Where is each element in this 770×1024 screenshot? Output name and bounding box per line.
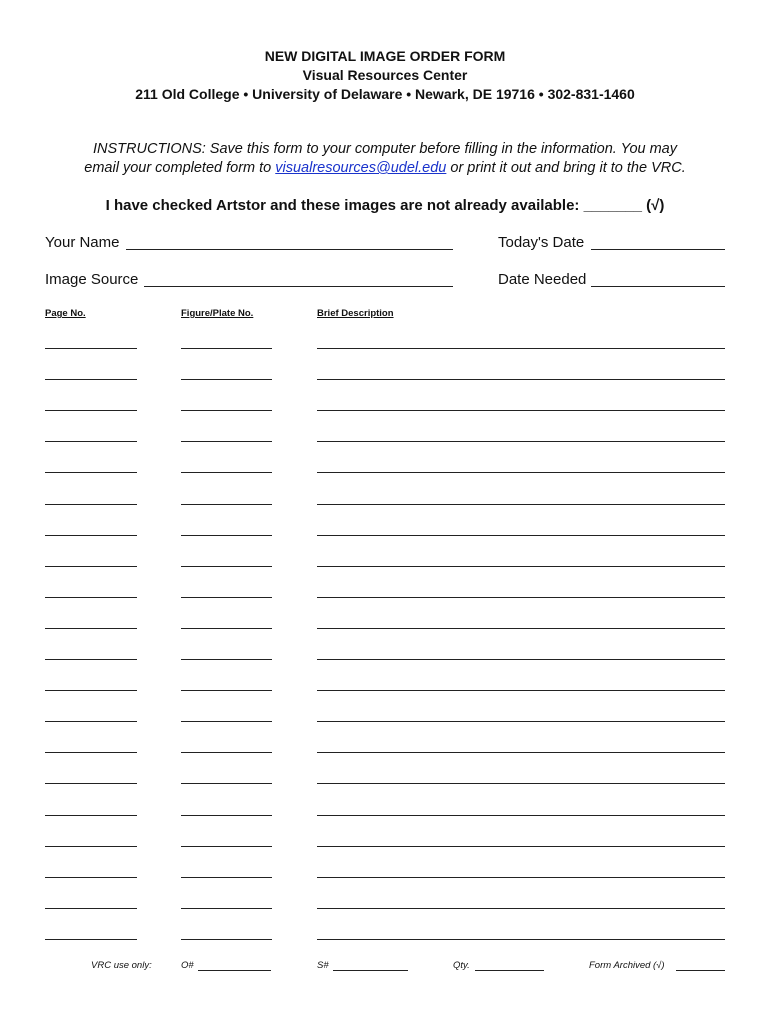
page-no-field[interactable] bbox=[45, 939, 137, 940]
page-no-field[interactable] bbox=[45, 908, 137, 909]
todays-date-field[interactable] bbox=[591, 249, 725, 250]
email-link[interactable]: visualresources@udel.edu bbox=[275, 160, 447, 176]
description-field[interactable] bbox=[317, 472, 725, 473]
figure-plate-field[interactable] bbox=[181, 410, 272, 411]
page-no-field[interactable] bbox=[45, 379, 137, 380]
description-field[interactable] bbox=[317, 597, 725, 598]
description-field[interactable] bbox=[317, 441, 725, 442]
figure-plate-field[interactable] bbox=[181, 877, 272, 878]
description-field[interactable] bbox=[317, 846, 725, 847]
description-field[interactable] bbox=[317, 628, 725, 629]
page-no-field[interactable] bbox=[45, 752, 137, 753]
figure-plate-field[interactable] bbox=[181, 566, 272, 567]
qty-field[interactable] bbox=[475, 970, 544, 971]
description-field[interactable] bbox=[317, 690, 725, 691]
form-archived-field[interactable] bbox=[676, 970, 725, 971]
image-source-field[interactable] bbox=[144, 286, 453, 287]
page-no-field[interactable] bbox=[45, 815, 137, 816]
figure-plate-field[interactable] bbox=[181, 783, 272, 784]
description-field[interactable] bbox=[317, 535, 725, 536]
artstor-check-statement: I have checked Artstor and these images are not already available: _______ (√) bbox=[105, 197, 665, 214]
page-no-field[interactable] bbox=[45, 348, 137, 349]
description-field[interactable] bbox=[317, 815, 725, 816]
description-field[interactable] bbox=[317, 783, 725, 784]
figure-plate-field[interactable] bbox=[181, 597, 272, 598]
description-field[interactable] bbox=[317, 877, 725, 878]
todays-date-label: Today's Date bbox=[498, 234, 585, 251]
figure-plate-header: Figure/Plate No. bbox=[181, 308, 254, 319]
page-no-field[interactable] bbox=[45, 721, 137, 722]
instructions-line1: INSTRUCTIONS: Save this form to your computer before filling in the information. You may bbox=[93, 141, 677, 157]
page-no-field[interactable] bbox=[45, 410, 137, 411]
s-number-field[interactable] bbox=[333, 970, 408, 971]
figure-plate-field[interactable] bbox=[181, 379, 272, 380]
figure-plate-field[interactable] bbox=[181, 659, 272, 660]
description-field[interactable] bbox=[317, 752, 725, 753]
page-no-field[interactable] bbox=[45, 504, 137, 505]
org-address: 211 Old College • University of Delaware • Newark, DE 19716 • 302-831-1460 bbox=[135, 86, 635, 102]
date-needed-label: Date Needed bbox=[498, 271, 587, 288]
page-no-field[interactable] bbox=[45, 472, 137, 473]
description-field[interactable] bbox=[317, 504, 725, 505]
page-no-header: Page No. bbox=[45, 308, 86, 319]
instructions-line2 bbox=[0, 160, 770, 176]
description-field[interactable] bbox=[317, 379, 725, 380]
figure-plate-field[interactable] bbox=[181, 752, 272, 753]
description-field[interactable] bbox=[317, 908, 725, 909]
form-archived-label: Form Archived (√) bbox=[589, 960, 665, 971]
figure-plate-field[interactable] bbox=[181, 441, 272, 442]
s-number-label: S# bbox=[317, 960, 329, 971]
instructions-prefix: email your completed form to bbox=[84, 160, 276, 176]
description-field[interactable] bbox=[317, 659, 725, 660]
your-name-field[interactable] bbox=[126, 249, 453, 250]
description-field[interactable] bbox=[317, 348, 725, 349]
org-name: Visual Resources Center bbox=[302, 67, 468, 83]
o-number-label: O# bbox=[181, 960, 194, 971]
figure-plate-field[interactable] bbox=[181, 504, 272, 505]
figure-plate-field[interactable] bbox=[181, 721, 272, 722]
date-needed-field[interactable] bbox=[591, 286, 725, 287]
figure-plate-field[interactable] bbox=[181, 535, 272, 536]
description-field[interactable] bbox=[317, 566, 725, 567]
page-no-field[interactable] bbox=[45, 877, 137, 878]
page-no-field[interactable] bbox=[45, 628, 137, 629]
figure-plate-field[interactable] bbox=[181, 846, 272, 847]
figure-plate-field[interactable] bbox=[181, 348, 272, 349]
page-no-field[interactable] bbox=[45, 659, 137, 660]
page-no-field[interactable] bbox=[45, 535, 137, 536]
figure-plate-field[interactable] bbox=[181, 815, 272, 816]
figure-plate-field[interactable] bbox=[181, 908, 272, 909]
figure-plate-field[interactable] bbox=[181, 939, 272, 940]
vrc-use-label: VRC use only: bbox=[91, 960, 152, 971]
figure-plate-field[interactable] bbox=[181, 472, 272, 473]
figure-plate-field[interactable] bbox=[181, 690, 272, 691]
your-name-label: Your Name bbox=[45, 234, 120, 251]
instructions-suffix: or print it out and bring it to the VRC. bbox=[446, 160, 686, 176]
figure-plate-field[interactable] bbox=[181, 628, 272, 629]
page-no-field[interactable] bbox=[45, 597, 137, 598]
description-field[interactable] bbox=[317, 410, 725, 411]
description-field[interactable] bbox=[317, 721, 725, 722]
page-no-field[interactable] bbox=[45, 566, 137, 567]
image-source-label: Image Source bbox=[45, 271, 139, 288]
brief-description-header: Brief Description bbox=[317, 308, 394, 319]
form-title: NEW DIGITAL IMAGE ORDER FORM bbox=[264, 48, 506, 64]
page-no-field[interactable] bbox=[45, 846, 137, 847]
page-no-field[interactable] bbox=[45, 441, 137, 442]
page-no-field[interactable] bbox=[45, 690, 137, 691]
o-number-field[interactable] bbox=[198, 970, 271, 971]
qty-label: Qty. bbox=[453, 960, 470, 971]
description-field[interactable] bbox=[317, 939, 725, 940]
page-no-field[interactable] bbox=[45, 783, 137, 784]
